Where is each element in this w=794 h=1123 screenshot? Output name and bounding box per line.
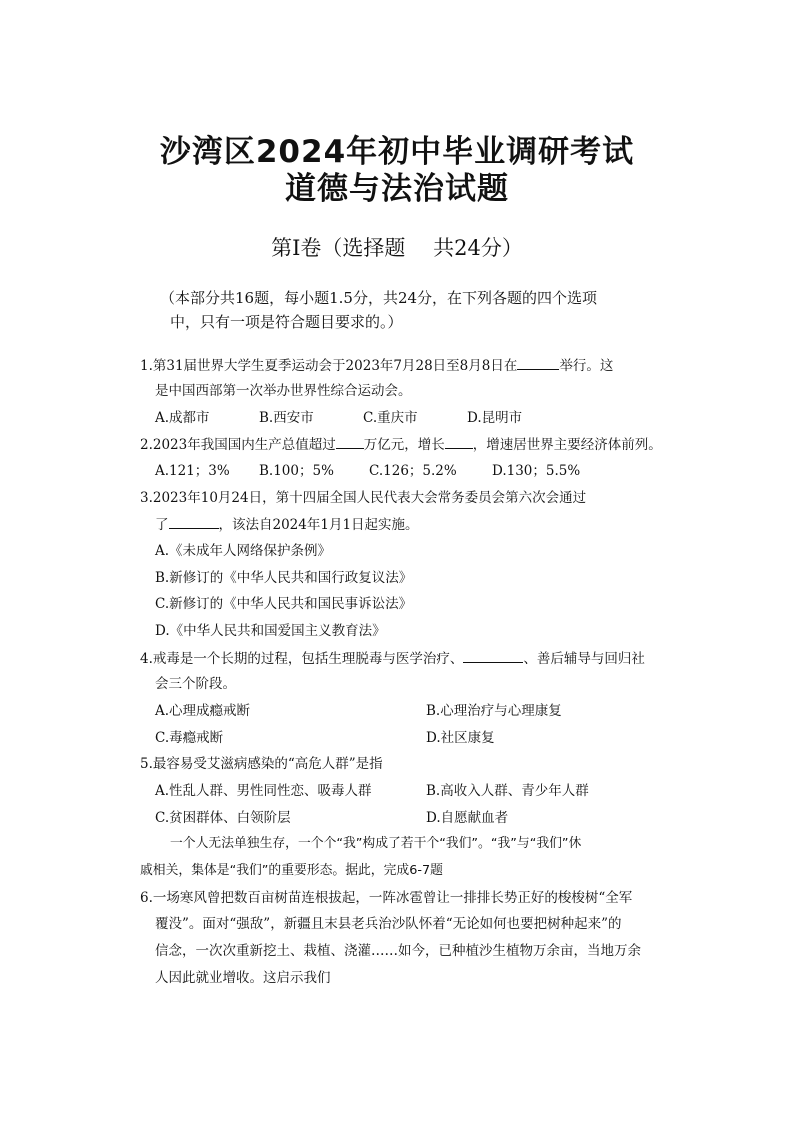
q3-stem: 3.2023年10月24日，第十四届全国人民代表大会常务委员会第六次会通过 (140, 490, 587, 506)
exam-title: 沙湾区2024年初中毕业调研考试 (159, 134, 635, 170)
q6-stem-line: 覆没”。面对“强敌”，新疆且末县老兵治沙队怀着“无论如何也要把树种起来”的 (155, 916, 622, 932)
q1-option-b: B.西安市 (259, 410, 314, 426)
q3-option-c: C.新修订的《中华人民共和国民事诉讼法》 (155, 596, 413, 612)
q4-option-d: D.社区康复 (426, 730, 495, 746)
q3-option-a: A.《未成年人网络保护条例》 (155, 543, 332, 559)
q4-stem: 4.戒毒是一个长期的过程，包括生理脱毒与医学治疗、 (140, 651, 464, 667)
q3-option-b: B.新修订的《中华人民共和国行政复议法》 (155, 570, 413, 586)
q2-stem: 万亿元，增长 (363, 437, 445, 453)
answer-blank (463, 649, 523, 663)
q3-option-d: D.《中华人民共和国爱国主义教育法》 (155, 623, 386, 639)
q5-option-a: A.性乱人群、男性同性恋、吸毒人群 (155, 783, 372, 799)
instructions (160, 286, 660, 334)
section-title: 第Ⅰ卷（选择题 共24分） (271, 236, 523, 260)
q2-stem: ，增速居世界主要经济体前列。 (472, 437, 662, 453)
q1-option-c: C.重庆市 (363, 410, 418, 426)
exam-subtitle: 道德与法治试题 (285, 171, 509, 207)
q4-option-b: B.心理治疗与心理康复 (426, 703, 562, 719)
instruction-line: 中，只有一项是符合题目要求的。） (170, 313, 403, 331)
q2-stem: 2.2023年我国国内生产总值超过 (140, 437, 336, 453)
q1-option-d: D.昆明市 (467, 410, 523, 426)
q4-stem: 、善后辅导与回归社 (523, 651, 645, 667)
q1-stem: 是中国西部第一次举办世界性综合运动会。 (155, 383, 412, 399)
q4-option-a: A.心理成瘾戒断 (155, 703, 251, 719)
answer-blank (169, 515, 219, 529)
passage-line: 戚相关，集体是“我们”的重要形态。据此，完成6-7题 (140, 863, 443, 878)
instruction-line: （本部分共16题，每小题1.5分，共24分，在下列各题的四个选项 (160, 289, 598, 307)
q2-option-b: B.100；5% (259, 463, 334, 479)
q5-option-d: D.自愿献血者 (426, 810, 509, 826)
q5-stem: 5.最容易受艾滋病感染的“高危人群”是指 (140, 756, 383, 772)
q5-option-c: C.贫困群体、白领阶层 (155, 810, 291, 826)
q6-stem-line: 6.一场寒风曾把数百亩树苗连根拔起，一阵冰雹曾让一排排长势正好的梭梭树“全军 (140, 890, 633, 906)
q6-stem-line: 人因此就业增收。这启示我们 (155, 970, 331, 986)
q6-stem-line: 信念，一次次重新挖土、栽植、浇灌……如今，已种植沙生植物万余亩，当地万余 (155, 943, 641, 959)
answer-blank (445, 435, 473, 449)
q1-stem: 举行。这 (559, 358, 614, 374)
q2-option-d: D.130；5.5% (492, 463, 581, 479)
q3-stem: 了 (155, 517, 169, 533)
q2-option-a: A.121；3% (155, 463, 230, 479)
q1-stem: 1.第31届世界大学生夏季运动会于2023年7月28日至8月8日在 (140, 358, 518, 374)
q4-stem: 会三个阶段。 (155, 676, 236, 692)
q1-option-a: A.成都市 (155, 410, 210, 426)
q2-option-c: C.126；5.2% (369, 463, 457, 479)
q4-option-c: C.毒瘾戒断 (155, 730, 224, 746)
answer-blank (336, 435, 364, 449)
passage-line: 一个人无法单独生存，一个个“我”构成了若干个“我们”。“我”与“我们”休 (170, 836, 582, 851)
answer-blank (517, 356, 559, 370)
q5-option-b: B.高收入人群、青少年人群 (426, 783, 589, 799)
q3-stem: ，该法自2024年1月1日起实施。 (218, 517, 419, 533)
